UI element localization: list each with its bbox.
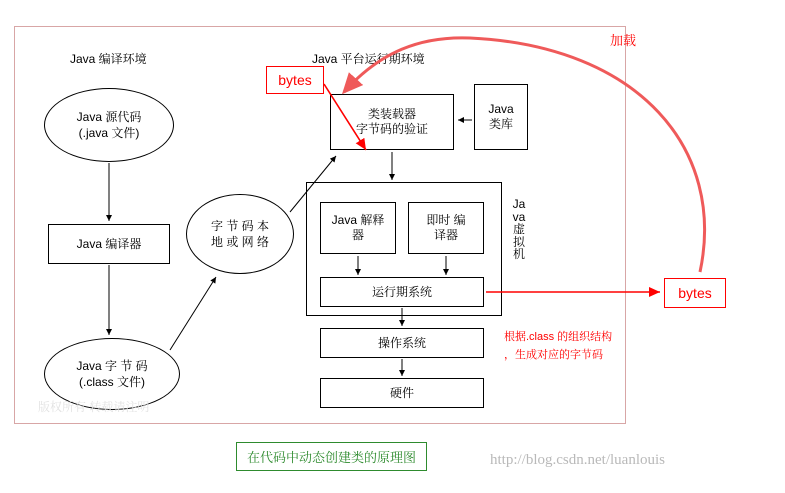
watermark-url: http://blog.csdn.net/luanlouis [490,452,665,468]
watermark-faint: 版权所有 转载请注明 [38,400,150,414]
red-box-bytes-left-label: bytes [278,72,312,88]
node-bytecode-location-line2: 地 或 网 络 [210,235,269,249]
node-java-bytecode-file-line1: Java 字 节 码 [76,358,148,373]
node-java-source-line2: (.java 文件) [78,126,140,140]
node-java-class-library-line2: 类库 [488,117,513,131]
node-jit-compiler-line1: 即时 编 [426,213,466,227]
node-java-class-library-line1: Java [488,102,514,116]
node-runtime-system [320,277,484,307]
node-class-loader-line2: 字节码的验证 [355,122,428,136]
node-java-interpreter [320,202,396,254]
annotation-generate-line2: ，生成对应的字节码 [504,349,603,361]
node-operating-system-label: 操作系统 [377,335,426,350]
node-java-bytecode-file-line2: (.class 文件) [78,375,145,389]
node-bytecode-location [186,194,294,274]
label-jvm-vertical: Java虚拟机 [512,197,526,262]
red-box-bytes-right [664,278,726,308]
node-class-loader-line1: 类装载器 [367,107,416,121]
node-class-loader [330,94,454,150]
node-hardware [320,378,484,408]
node-jit-compiler [408,202,484,254]
annotation-load-label: 加载 [610,33,637,48]
node-jit-compiler-line2: 译器 [433,228,458,242]
node-java-compiler [48,224,170,264]
node-java-interpreter-line2: 器 [351,228,364,242]
node-java-class-library [474,84,528,150]
node-java-source [44,88,174,162]
node-operating-system [320,328,484,358]
node-hardware-label: 硬件 [389,385,414,400]
node-java-source-line1: Java 源代码 [76,109,142,124]
node-java-interpreter-line1: Java 解释 [331,213,385,227]
node-java-compiler-label: Java 编译器 [76,236,142,251]
diagram-caption: 在代码中动态创建类的原理图 [236,442,427,471]
label-runtime-environment: Java 平台运行期环境 [312,52,425,66]
label-compile-environment: Java 编译环境 [70,52,147,66]
red-box-bytes-right-label: bytes [678,285,712,301]
red-box-bytes-left [266,66,324,94]
annotation-generate-line1: 根据.class 的组织结构 [504,331,613,343]
node-runtime-system-label: 运行期系统 [371,284,432,299]
node-bytecode-location-line1: 字 节 码 本 [210,218,269,233]
